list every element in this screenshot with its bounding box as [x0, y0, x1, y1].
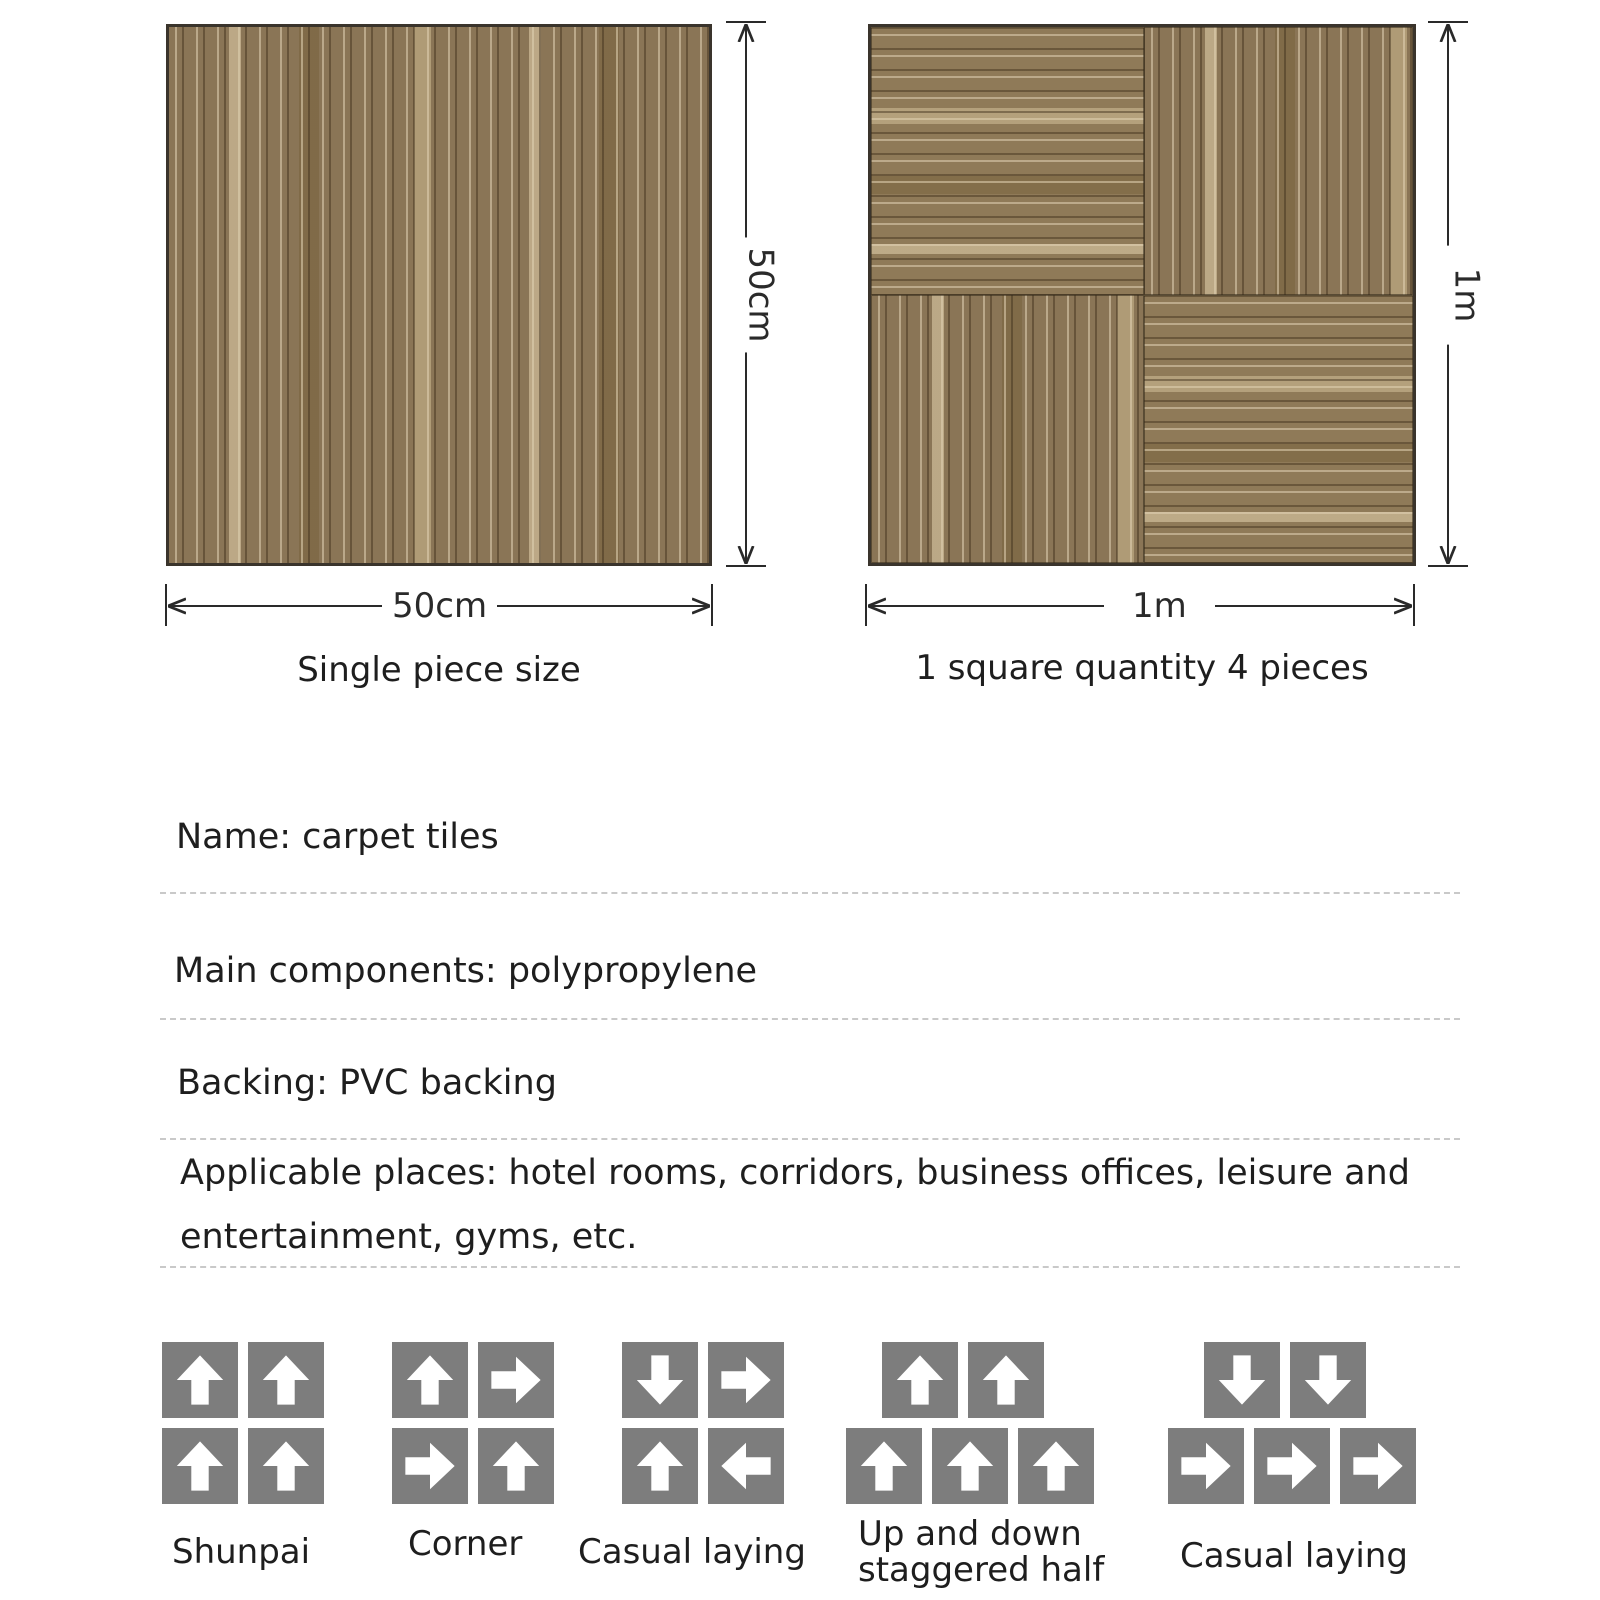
pattern-tile	[162, 1428, 238, 1504]
pattern-tile	[248, 1342, 324, 1418]
pattern-label-line1: Up and down	[858, 1514, 1082, 1554]
pattern-tile	[846, 1428, 922, 1504]
pattern-tile	[1340, 1428, 1416, 1504]
pattern-label: Corner	[408, 1524, 523, 1564]
spec-divider	[160, 1138, 1460, 1140]
pattern-tile	[708, 1342, 784, 1418]
pattern-tile	[932, 1428, 1008, 1504]
spec-name: Name: carpet tiles	[176, 817, 499, 857]
arrow-up-icon	[487, 1437, 545, 1495]
spec-divider	[160, 1018, 1460, 1020]
single-width-label: 50cm	[382, 586, 497, 626]
spec-places-line2: entertainment, gyms, etc.	[180, 1217, 638, 1257]
pattern-tile	[622, 1342, 698, 1418]
single-height-label: 50cm	[741, 237, 781, 352]
pattern-label: Casual laying	[578, 1532, 806, 1572]
arrow-up-icon	[171, 1437, 229, 1495]
pattern-tile	[392, 1342, 468, 1418]
square-tile-image	[868, 24, 1416, 566]
pattern-tile	[882, 1342, 958, 1418]
arrow-up-icon	[891, 1351, 949, 1409]
square-quadrant-bottom-right	[1144, 295, 1413, 563]
pattern-tile	[478, 1342, 554, 1418]
pattern-tile	[162, 1342, 238, 1418]
arrow-down-icon	[631, 1351, 689, 1409]
arrow-up-icon	[171, 1351, 229, 1409]
pattern-tile	[1254, 1428, 1330, 1504]
spec-divider	[160, 1266, 1460, 1268]
arrow-up-icon	[631, 1437, 689, 1495]
pattern-tile	[248, 1428, 324, 1504]
pattern-label-line2: staggered half	[858, 1550, 1105, 1590]
arrow-up-icon	[1027, 1437, 1085, 1495]
arrow-left-icon	[717, 1437, 775, 1495]
arrow-right-icon	[487, 1351, 545, 1409]
pattern-tile	[478, 1428, 554, 1504]
spec-places-line1: Applicable places: hotel rooms, corridors, business offices, leisure and	[180, 1153, 1410, 1193]
spec-components: Main components: polypropylene	[174, 951, 758, 991]
arrow-right-icon	[1263, 1437, 1321, 1495]
pattern-tile	[1168, 1428, 1244, 1504]
square-quadrant-bottom-left	[871, 295, 1144, 563]
pattern-tile	[708, 1428, 784, 1504]
arrow-down-icon	[1299, 1351, 1357, 1409]
square-height-label: 1m	[1446, 246, 1486, 345]
square-width-label: 1m	[1104, 586, 1215, 626]
pattern-tile	[1204, 1342, 1280, 1418]
pattern-label: Shunpai	[172, 1532, 311, 1572]
arrow-up-icon	[257, 1437, 315, 1495]
arrow-up-icon	[257, 1351, 315, 1409]
arrow-up-icon	[977, 1351, 1035, 1409]
pattern-tile	[1018, 1428, 1094, 1504]
square-quadrant-top-left	[871, 27, 1144, 295]
pattern-label: Casual laying	[1180, 1536, 1408, 1576]
arrow-up-icon	[401, 1351, 459, 1409]
arrow-down-icon	[1213, 1351, 1271, 1409]
pattern-tile	[1290, 1342, 1366, 1418]
single-caption: Single piece size	[297, 650, 581, 690]
arrow-right-icon	[1177, 1437, 1235, 1495]
pattern-tile	[392, 1428, 468, 1504]
spec-backing: Backing: PVC backing	[177, 1063, 557, 1103]
arrow-up-icon	[941, 1437, 999, 1495]
square-caption: 1 square quantity 4 pieces	[915, 648, 1369, 688]
pattern-tile	[968, 1342, 1044, 1418]
arrow-right-icon	[1349, 1437, 1407, 1495]
pattern-tile	[622, 1428, 698, 1504]
arrow-right-icon	[401, 1437, 459, 1495]
arrow-right-icon	[717, 1351, 775, 1409]
square-quadrant-top-right	[1144, 27, 1413, 295]
arrow-up-icon	[855, 1437, 913, 1495]
single-tile-image	[166, 24, 712, 566]
spec-divider	[160, 892, 1460, 894]
pattern-label	[858, 1516, 1104, 1588]
